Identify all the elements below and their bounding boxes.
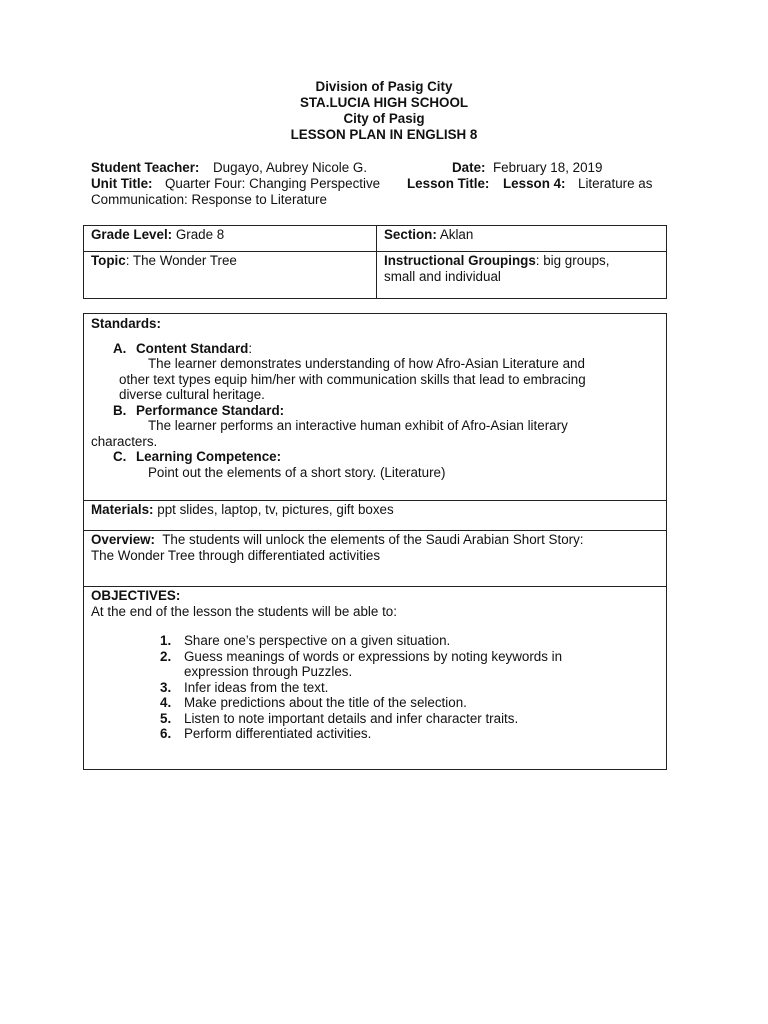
content-standard-text-2 (84, 372, 666, 388)
content-standard-marker: A. (113, 340, 127, 356)
learning-competence-marker: C. (113, 449, 127, 464)
topic-label: Topic (91, 253, 126, 268)
objectives-section (83, 586, 667, 770)
document-title: LESSON PLAN IN ENGLISH 8 (290, 127, 478, 142)
objective-text: expression through Puzzles. (184, 664, 353, 679)
school-name: STA.LUCIA HIGH SCHOOL (299, 95, 469, 110)
division-line: Division of Pasig City (315, 79, 453, 94)
materials-value: ppt slides, laptop, tv, pictures, gift boxes (157, 502, 394, 517)
learning-competence-line (84, 449, 666, 465)
unit-title-label: Unit Title: (91, 176, 153, 191)
standards-heading-line (84, 316, 666, 332)
table-row (84, 252, 667, 299)
content-standard-text: The learner demonstrates understanding of how Afro-Asian Literature and (148, 356, 585, 371)
objective-number: 4. (160, 695, 172, 710)
content-standard-text: diverse cultural heritage. (119, 387, 265, 402)
objectives-intro-line (84, 604, 666, 620)
list-item (84, 633, 666, 649)
groupings-label: Instructional Groupings (384, 253, 536, 268)
objective-text: Make predictions about the title of the selection. (184, 695, 467, 710)
lesson-title-label: Lesson Title: (407, 176, 490, 191)
grade-level-cell (84, 226, 377, 252)
standards-heading: Standards: (91, 316, 161, 331)
learning-competence-label: Learning Competence: (136, 449, 282, 464)
lesson-title-continued: Communication: Response to Literature (91, 192, 327, 207)
city-line: City of Pasig (343, 111, 425, 126)
date-value: February 18, 2019 (493, 160, 603, 175)
list-item (84, 649, 666, 665)
unit-title-value: Quarter Four: Changing Perspective (165, 176, 381, 191)
objective-number: 6. (160, 726, 172, 741)
topic-value: : The Wonder Tree (125, 253, 237, 268)
overview-line-1 (84, 532, 666, 548)
performance-standard-text-2 (84, 434, 666, 450)
objectives-heading-line (84, 588, 666, 604)
performance-standard-line (84, 403, 666, 419)
student-teacher-label: Student Teacher: (91, 160, 200, 175)
section-cell (377, 226, 667, 252)
content-standard-line (84, 341, 666, 357)
content-standard-colon: : (248, 340, 253, 356)
lesson-title-value: Literature as (578, 176, 653, 191)
standards-section (83, 313, 667, 501)
groupings-cell (377, 252, 667, 299)
objective-number: 2. (160, 648, 172, 664)
content-standard-text-1 (84, 356, 666, 372)
overview-line-2 (84, 548, 666, 564)
meta-line-teacher (91, 160, 691, 176)
overview-value: The students will unlock the elements of the Saudi Arabian Short Story: (162, 532, 584, 547)
performance-standard-marker: B. (113, 402, 127, 418)
section-label: Section: (384, 227, 437, 242)
info-table (83, 225, 667, 299)
meta-line-titles (91, 176, 691, 192)
grade-level-value: Grade 8 (175, 227, 225, 242)
content-standard-label: Content Standard (136, 340, 249, 356)
performance-standard-text: characters. (91, 433, 158, 449)
lesson-number: Lesson 4: (503, 176, 566, 191)
objective-number: 3. (160, 679, 172, 695)
grade-level-label: Grade Level: (91, 227, 173, 242)
objectives-heading: OBJECTIVES: (91, 588, 181, 603)
materials-section (83, 500, 667, 530)
objectives-intro: At the end of the lesson the students will be able to: (91, 603, 397, 619)
objective-text: Listen to note important details and infer character traits. (184, 710, 519, 726)
overview-label: Overview: (91, 532, 156, 547)
objective-text: Perform differentiated activities. (184, 726, 372, 741)
learning-competence-text: Point out the elements of a short story. (Literature) (148, 464, 446, 480)
objective-text: Guess meanings of words or expressions by noting keywords in (184, 648, 563, 664)
performance-standard-label: Performance Standard: (136, 402, 285, 418)
objective-number: 1. (160, 633, 172, 648)
objective-text: Share one’s perspective on a given situation. (184, 633, 451, 648)
meta-line-continued (91, 192, 691, 208)
groupings-value: : big groups, (535, 253, 610, 268)
content-standard-heading (136, 341, 252, 357)
list-item (84, 711, 666, 727)
overview-section (83, 530, 667, 587)
lesson-meta (91, 160, 691, 208)
performance-standard-text-1 (84, 418, 666, 434)
section-value: Aklan (439, 227, 474, 242)
materials-line (84, 502, 666, 518)
list-item (84, 680, 666, 696)
list-item (84, 695, 666, 711)
list-item (84, 664, 666, 680)
topic-cell (84, 252, 377, 299)
objective-number: 5. (160, 710, 172, 726)
document-header (0, 79, 768, 143)
groupings-value-cont: small and individual (384, 269, 501, 284)
date-label: Date: (452, 160, 486, 175)
table-row (84, 226, 667, 252)
overview-value-cont: The Wonder Tree through differentiated activities (91, 547, 381, 563)
content-standard-text: other text types equip him/her with communication skills that lead to embracing (119, 371, 586, 387)
performance-standard-text: The learner performs an interactive human exhibit of Afro-Asian literary (148, 418, 568, 433)
materials-label: Materials: (91, 502, 154, 517)
list-item (84, 726, 666, 742)
content-standard-text-3 (84, 387, 666, 403)
learning-competence-text-1 (84, 465, 666, 481)
student-teacher-value: Dugayo, Aubrey Nicole G. (213, 160, 368, 175)
objective-text: Infer ideas from the text. (184, 679, 329, 695)
